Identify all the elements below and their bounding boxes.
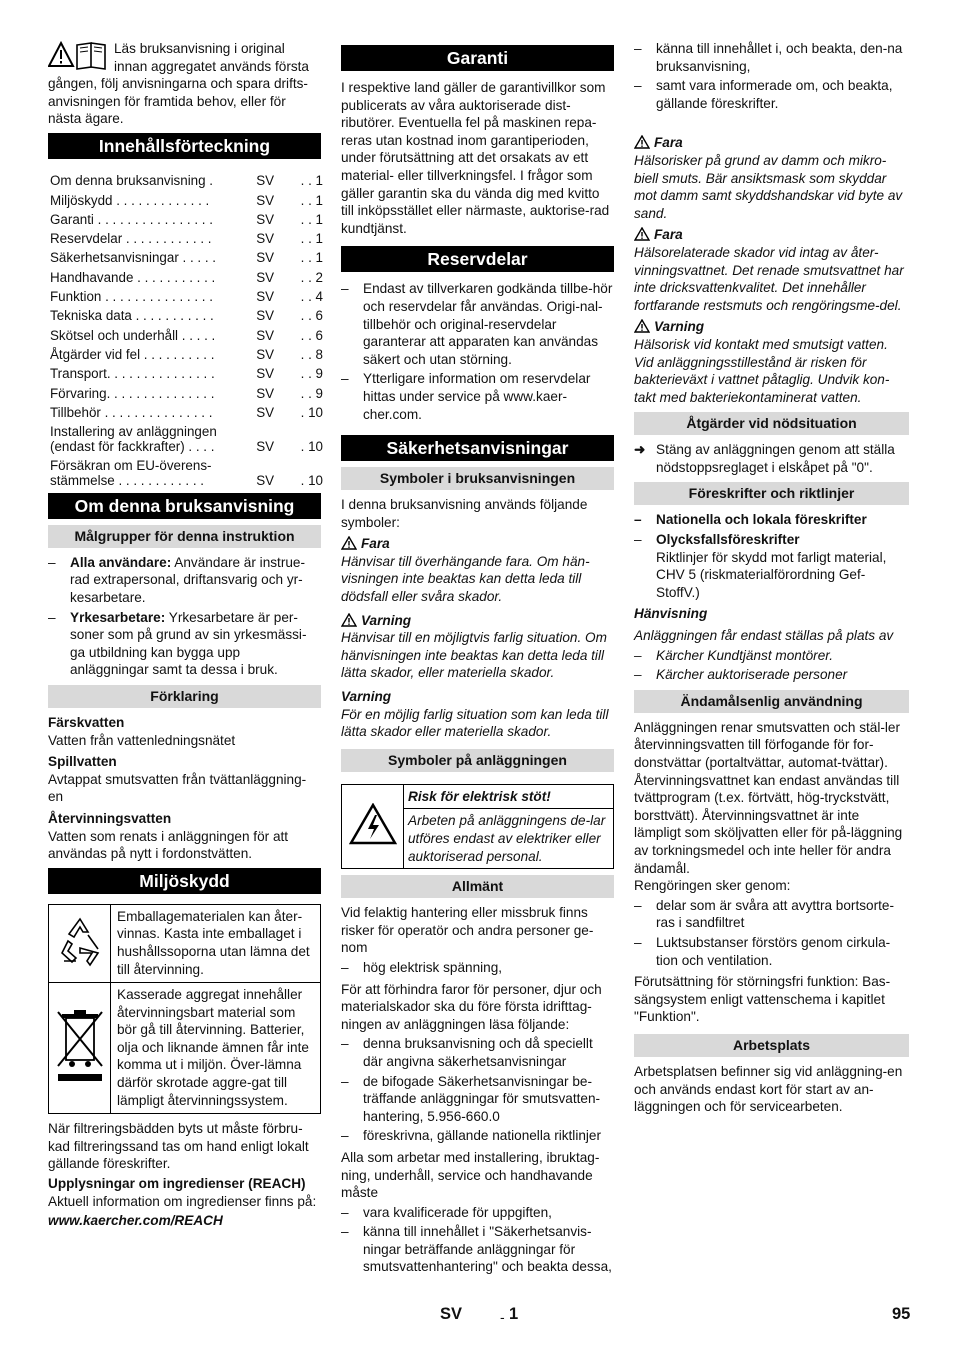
toc-row[interactable]	[50, 169, 323, 188]
toc-lang: SV	[256, 404, 275, 420]
workplace-heading: Arbetsplats	[634, 1034, 909, 1057]
term-text: Avtappat smutsvatten från tvättanläggning-en	[48, 771, 307, 805]
list-item: – Endast av tillverkaren godkända tillbe-hör och reservdelar får användas. Origi-nal-tillbehör och original-reservdelar garanterar att apparaten kan användas säkert och utan störning.	[341, 280, 614, 368]
explanation-heading: Förklaring	[48, 685, 321, 708]
varning-text: Hänvisar till en möjligtvis farlig situation. Om hänvisningen inte beaktas kan detta leda till lätta skador, eller materiella skador.	[341, 630, 607, 681]
reach-text: Aktuell information om ingredienser finns på:	[48, 1193, 317, 1209]
list-item: – Ytterligare information om reservdelar hittas under service på www.kaer-cher.com.	[341, 370, 614, 423]
env-disposal-text: Kasserade aggregat innehåller återvinningsbart material som bör gå till återvinning. Batterier, olja och liknande ämnen får inte komma ut i miljön. Över-lämna därför skrotade aggre-gat till lämpligt återvinningssystem.	[111, 983, 321, 1114]
fara2-text: Hälsorelaterade skador vid intag av åter-vinningsvattnet. Det renade smutsvattnet har inte dricksvattenkvalitet. Det innehåller fortfarande restsmuts och rengöringsme-del.	[634, 244, 904, 313]
toc-page: . . 1	[300, 231, 323, 247]
safety-heading: Säkerhetsanvisningar	[341, 435, 614, 461]
crossed-bin-icon	[54, 1006, 106, 1086]
toc-title: Transport. . . . . . . . . . . . . . .	[50, 366, 215, 382]
toc-lang: SV	[256, 438, 275, 454]
toc-page: . 10	[300, 438, 323, 454]
footer-section-number: 1	[509, 1305, 519, 1323]
toc-lang: SV	[256, 327, 275, 343]
toc-title: Handhavande . . . . . . . . . . .	[50, 269, 216, 285]
env-packaging-text: Emballagematerialen kan åter-vinnas. Kasta inte emballaget i hushållssoporna utan lämna det till återvinning.	[111, 904, 321, 982]
toc-page: . 10	[300, 404, 323, 420]
regulations-list	[634, 511, 909, 601]
fara-label: Fara	[341, 535, 614, 553]
warning-triangle-icon	[634, 319, 650, 333]
varning3-text: Hälsorisk vid kontakt med smutsigt vatten. Vid anläggningsstillestånd är risken för bakterieväxt i vattnet påtaglig. Undvik kon-takt med bakteriekontaminerat vatten.	[634, 336, 890, 405]
column-1	[48, 40, 321, 1230]
toc-title: Installering av anläggningen	[50, 423, 217, 439]
list-item: – känna till innehållet i, och beakta, den-na bruksanvisning,	[634, 40, 909, 75]
list-item: – vara kvalificerade för uppgiften,	[341, 1204, 614, 1222]
reach-title: Upplysningar om ingredienser (REACH)	[48, 1176, 306, 1192]
varning-label: Varning	[341, 612, 614, 630]
toc-row[interactable]	[50, 343, 323, 362]
toc-lang: SV	[256, 192, 275, 208]
symbols-device-heading: Symboler på anläggningen	[341, 749, 614, 772]
toc-heading: Innehållsförteckning	[48, 133, 321, 159]
list-item: – Olycksfallsföreskrifter Riktlinjer för skydd mot farligt material, CHV 5 (riskmaterialförordning Gef-StoffV.)	[634, 531, 909, 601]
symbols-intro: I denna bruksanvisning används följande symboler:	[341, 497, 588, 530]
general-text-3: Alla som arbetar med installering, ibruktag-ning, underhåll, service och handhavande måste	[341, 1149, 600, 1201]
list-item: – känna till innehållet i "Säkerhetsanvis-ningar beträffande anläggningar för smutsvattenhantering" och beakta dessa,	[341, 1223, 614, 1276]
footer-separator: -	[500, 1309, 505, 1325]
toc-row[interactable]	[50, 401, 323, 420]
intended-use-heading: Ändamålsenlig användning	[634, 690, 909, 713]
list-item: – Kärcher auktoriserade personer	[634, 666, 909, 684]
toc-title: Reservdelar . . . . . . . . . . . .	[50, 231, 212, 247]
intended-list	[634, 897, 909, 969]
general-text-2: För att förhindra faror för personer, djur och materialskador ska du före första idrifttag-ningen av anläggningen läsa följande:	[341, 981, 602, 1032]
list-item: – Nationella och lokala föreskrifter	[634, 511, 909, 529]
toc-lang: SV	[256, 289, 275, 305]
toc-lang: SV	[256, 366, 275, 382]
general-heading: Allmänt	[341, 875, 614, 898]
warning-triangle-icon	[634, 135, 650, 149]
symbols-manual-heading: Symboler i bruksanvisningen	[341, 467, 614, 490]
risk-table	[341, 784, 614, 869]
filter-text: När filtreringsbädden byts ut måste förbru-kad filtreringssand tas om hand enligt lokalt gällande föreskrifter.	[48, 1121, 309, 1172]
target-groups-list	[48, 554, 321, 679]
regulations-heading: Föreskrifter och riktlinjer	[634, 482, 909, 505]
general-list-1	[341, 959, 614, 977]
warning-triangle-icon	[634, 227, 650, 241]
list-item: – föreskrivna, gällande nationella riktlinjer	[341, 1127, 614, 1145]
recycle-icon	[54, 913, 106, 969]
varning2-text: För en möjlig farlig situation som kan leda till lätta skador eller materiella skador.	[341, 706, 609, 740]
toc-title: Miljöskydd . . . . . . . . . . . . .	[50, 192, 210, 208]
toc-row[interactable]	[50, 420, 323, 454]
note-text: Anläggningen får endast ställas på plats av	[634, 628, 894, 644]
list-item: – hög elektrisk spänning,	[341, 959, 614, 977]
risk-title: Risk för elektrisk stöt!	[404, 784, 614, 809]
toc-page: . . 4	[300, 289, 323, 305]
term-title: Färskvatten	[48, 714, 125, 730]
toc-lang: SV	[256, 211, 275, 227]
toc-row[interactable]	[50, 208, 323, 227]
term-text: Vatten som renats i anläggningen för att användas på nytt i fordonstvätten.	[48, 828, 289, 862]
toc-lang: SV	[256, 346, 275, 362]
term-title: Spillvatten	[48, 754, 117, 770]
footer-lang: SV	[440, 1305, 463, 1323]
toc-title: Tekniska data . . . . . . . . . . .	[50, 308, 214, 324]
column-2	[341, 40, 614, 1280]
intro-line-1: Läs bruksanvisning i original	[114, 41, 285, 56]
varning2-label: Varning	[341, 689, 392, 705]
general-list-2	[341, 1035, 614, 1145]
term-text: Vatten från vattenledningsnätet	[48, 732, 236, 748]
risk-text: Arbeten på anläggningens de-lar utföres endast av elektriker eller auktoriserad personal.	[404, 809, 614, 869]
reach-link[interactable]: www.kaercher.com/REACH	[48, 1213, 223, 1229]
env-table	[48, 904, 321, 1115]
fara2-label: Fara	[634, 226, 909, 244]
toc-title: (endast för fackkrafter) . . . .	[50, 438, 215, 454]
toc-row[interactable]	[50, 188, 323, 207]
note-list	[634, 647, 909, 684]
toc-row[interactable]	[50, 323, 323, 342]
list-item: – denna bruksanvisning och då speciellt där angivna säkerhetsanvisningar	[341, 1035, 614, 1070]
toc-title: Garanti . . . . . . . . . . . . . . . .	[50, 211, 213, 227]
toc-row[interactable]	[50, 454, 323, 488]
list-item: – Yrkesarbetare: Yrkesarbetare är per-soner som på grund av sin yrkesmässi-ga utbildning kan bygga upp anläggningar samt ta dessa i bruk.	[48, 609, 321, 679]
warranty-heading: Garanti	[341, 45, 614, 71]
intro-line-2: innan aggregatet används första	[114, 58, 309, 74]
parts-list	[341, 280, 614, 423]
emergency-heading: Åtgärder vid nödsituation	[634, 412, 909, 435]
workplace-text: Arbetsplatsen befinner sig vid anläggning-en och används endast kort för start av an-läggningen och för servicearbeten.	[634, 1063, 903, 1115]
toc-row[interactable]	[50, 304, 323, 323]
toc-page: . . 6	[300, 308, 323, 324]
toc-page: . . 1	[300, 250, 323, 266]
list-item: – Kärcher Kundtjänst montörer.	[634, 647, 909, 665]
toc-title: Funktion . . . . . . . . . . . . . . .	[50, 289, 213, 305]
intended-text-1: Anläggningen renar smutsvatten och stäl-ler återvinningsvatten till förfogande för for-donstvättar (portaltvättar, automat-tvättar). Återvinningsvattnet kan endast användas till tvättprogram (t.ex. förtvätt, hög-tryckstvätt, borsttvätt). Återvinningsvattnet är inte lämpligt som sköljvatten eller för på-läggning av torkningsmedel och inte heller för andra ändamål.	[634, 719, 903, 876]
toc-row[interactable]	[50, 246, 323, 265]
warranty-text: I respektive land gäller de garantivillkor som publicerats av våra auktoriserade dist-ributörer. Eventuella fel på maskinen repa-reras utan kostnad inom garantiperioden, under förutsättning att det orsakats av ett material- eller tillverkningsfel. I frågor som gäller garantin ska du vända dig med kvitto till inköpsstället eller närmaste, auktorise-rad kundtjänst.	[341, 80, 610, 236]
arrow-right-icon: ➜	[634, 442, 646, 458]
toc-lang: SV	[256, 269, 275, 285]
toc-title: Åtgärder vid fel . . . . . . . . . .	[50, 346, 215, 362]
toc-page: . . 1	[300, 211, 323, 227]
toc-title: Försäkran om EU-överens-	[50, 457, 212, 473]
toc-page: . . 9	[300, 385, 323, 401]
general-list-3	[341, 1204, 614, 1276]
toc-page: . 10	[300, 472, 323, 488]
toc-title: stämmelse . . . . . . . . . . . .	[50, 472, 205, 488]
toc-title: Säkerhetsanvisningar . . . . .	[50, 250, 216, 266]
intended-text-2: Rengöringen sker genom:	[634, 878, 791, 894]
toc-lang: SV	[256, 231, 275, 247]
toc-row[interactable]	[50, 362, 323, 381]
parts-heading: Reservdelar	[341, 246, 614, 272]
target-groups-heading: Målgrupper för denna instruktion	[48, 525, 321, 548]
toc-title: Om denna bruksanvisning .	[50, 173, 214, 189]
general-list-4	[634, 40, 909, 112]
toc-lang: SV	[256, 173, 275, 189]
general-text-1: Vid felaktig hantering eller missbruk finns risker för operatör och andra personer ge-nom	[341, 905, 594, 956]
term-title: Återvinningsvatten	[48, 810, 172, 826]
toc-title: Tillbehör . . . . . . . . . . . . . . .	[50, 404, 213, 420]
toc-page: . . 6	[300, 327, 323, 343]
list-item: – Luktsubstanser förstörs genom cirkula-tion och ventilation.	[634, 934, 909, 969]
toc-title: Förvaring. . . . . . . . . . . . . . .	[50, 385, 215, 401]
toc-title: Skötsel och underhåll . . . . .	[50, 327, 216, 343]
intended-text-3: Förutsättning för störningsfri funktion: Bas-sängsystem enligt vattenschema i kapitlet "Funktion".	[634, 974, 891, 1025]
env-heading: Miljöskydd	[48, 868, 321, 894]
page-number: 95	[892, 1305, 911, 1323]
column-3	[634, 40, 909, 1116]
toc-page: . . 8	[300, 346, 323, 362]
about-heading: Om denna bruksanvisning	[48, 493, 321, 519]
emergency-step: ➜ Stäng av anläggningen genom att ställa nödstoppsreglaget i elskåpet på "0".	[634, 442, 895, 475]
fara1-label: Fara	[634, 134, 909, 152]
manual-warning-icon	[48, 40, 110, 74]
toc-page: . . 9	[300, 366, 323, 382]
toc-lang: SV	[256, 250, 275, 266]
fara1-text: Hälsorisker på grund av damm och mikro-biell smuts. Bär ansiktsmask som skyddar mot damm samt skyddshandskar vid byte av sand.	[634, 152, 903, 221]
list-item: – delar som är svåra att avyttra bortsorte-ras i sandfiltret	[634, 897, 909, 932]
intro	[48, 40, 321, 128]
toc-page: . . 2	[300, 269, 323, 285]
varning3-label: Varning	[634, 318, 909, 336]
toc-lang: SV	[256, 472, 275, 488]
note-title: Hänvisning	[634, 606, 708, 622]
toc-row[interactable]	[50, 381, 323, 400]
intro-rest: gången, följ anvisningarna och spara drifts-anvisningen för framtida behov, eller för nästa ägare.	[48, 76, 308, 127]
toc-lang: SV	[256, 308, 275, 324]
warning-triangle-icon	[341, 536, 357, 550]
list-item: – de bifogade Säkerhetsanvisningar be-träffande anläggningar för smutsvatten-hantering, 5.956-660.0	[341, 1073, 614, 1126]
list-item: – samt vara informerade om, och beakta, gällande föreskrifter.	[634, 77, 909, 112]
list-item: – Alla användare: Användare är instrue-rad extrapersonal, driftansvarig och yr-kesarbetare.	[48, 554, 321, 607]
toc-row[interactable]	[50, 265, 323, 284]
toc-lang: SV	[256, 385, 275, 401]
fara-text: Hänvisar till överhängande fara. Om hän-visningen inte beaktas kan detta leda till dödsfall eller svåra skador.	[341, 553, 590, 605]
toc-row[interactable]	[50, 227, 323, 246]
warning-triangle-icon	[341, 613, 357, 627]
toc-table	[50, 169, 323, 488]
toc-page: . . 1	[300, 173, 323, 189]
toc-page: . . 1	[300, 192, 323, 208]
electric-shock-icon	[349, 803, 397, 845]
toc-row[interactable]	[50, 285, 323, 304]
